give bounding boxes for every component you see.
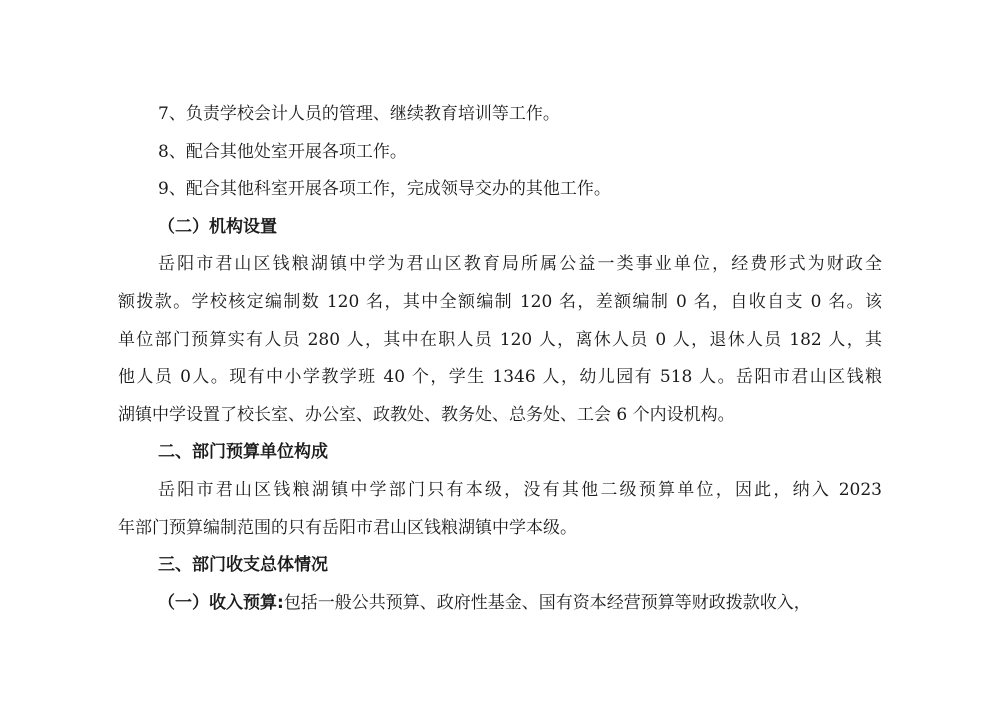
list-item: 9、配合其他科室开展各项工作，完成领导交办的其他工作。 <box>158 179 611 200</box>
paragraph-line: 单位部门预算实有人员 280 人，其中在职人员 120 人，离休人员 0 人，退休人员 182 人，其 <box>118 329 882 350</box>
paragraph-line: 岳阳市君山区钱粮湖镇中学部门只有本级，没有其他二级预算单位，因此，纳入 2023 <box>158 479 882 500</box>
section-heading-units: 二、部门预算单位构成 <box>158 442 328 463</box>
paragraph-line: 额拨款。学校核定编制数 120 名，其中全额编制 120 名，差额编制 0 名，自收自支 0 名。该 <box>118 291 882 312</box>
paragraph-line: 年部门预算编制范围的只有岳阳市君山区钱粮湖镇中学本级。 <box>118 517 577 538</box>
income-text: 包括一般公共预算、政府性基金、国有资本经营预算等财政拨款收入， <box>283 592 811 613</box>
income-paragraph <box>118 585 882 623</box>
income-lead: （一）收入预算: <box>158 592 284 613</box>
paragraph-line: 他人员 0人。现有中小学教学班 40 个，学生 1346 人，幼儿园有 518 人。岳阳市君山区钱粮 <box>118 367 882 388</box>
paragraph-line: 湖镇中学设置了校长室、办公室、政教处、教务处、总务处、工会 6 个内设机构。 <box>118 404 735 425</box>
section-heading-overview: 三、部门收支总体情况 <box>158 555 328 576</box>
paragraph-line: 岳阳市君山区钱粮湖镇中学为君山区教育局所属公益一类事业单位，经费形式为财政全 <box>158 254 882 275</box>
list-item: 8、配合其他处室开展各项工作。 <box>158 141 407 162</box>
list-item: 7、负责学校会计人员的管理、继续教育培训等工作。 <box>158 104 560 124</box>
section-heading-org: （二）机构设置 <box>158 216 277 237</box>
